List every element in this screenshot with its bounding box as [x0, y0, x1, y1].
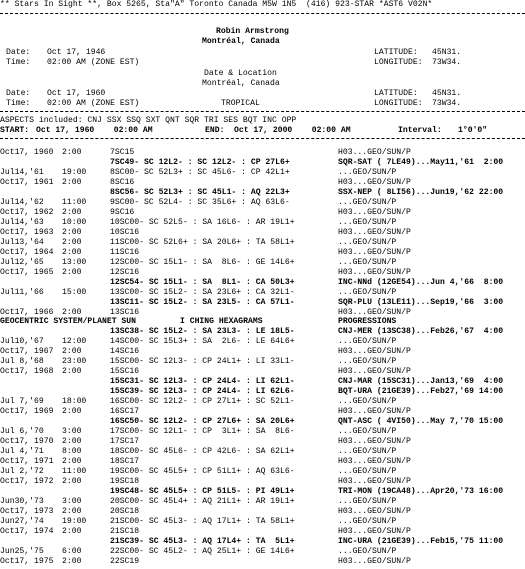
- row-progression: CNJ-MER (13SC38)...Feb26,'67 4:00: [338, 327, 504, 336]
- table-row: [0, 397, 525, 407]
- table-row: [0, 497, 525, 507]
- table-row: [0, 437, 525, 447]
- col-iching-header: I CHING HEXAGRAMS: [180, 317, 263, 326]
- table-row: [0, 367, 525, 377]
- row-time: 2:00: [62, 208, 82, 217]
- row-time: 6:00: [62, 547, 82, 556]
- section-line: [0, 69, 525, 79]
- row-progression: H03...GEO/SUN/P: [338, 208, 411, 217]
- natal-date-label: Date:: [6, 48, 31, 57]
- divider: [0, 111, 525, 112]
- start-value: Oct 17, 1960 02:00 AM: [36, 126, 153, 135]
- row-date: Jul 7,'69: [0, 397, 44, 406]
- table-row: [0, 248, 525, 258]
- row-sun-hexagrams: 9SC00- SC 52L4- : SC 35L6+ : AQ 63L6-: [110, 198, 290, 207]
- row-sun-hexagrams: 15SC39- SC 12L3- : CP 24L4- : LI 62L6-: [110, 387, 295, 396]
- row-progression: H03...GEO/SUN/P: [338, 347, 411, 356]
- row-date: Oct17, 1969: [0, 407, 54, 416]
- row-sun-hexagrams: 17SC17: [110, 437, 140, 446]
- row-date: Jun30,'73: [0, 497, 44, 506]
- prog-date-line: [0, 89, 525, 99]
- row-time: 23:00: [62, 357, 87, 366]
- natal-time: 02:00 AM (ZONE EST): [47, 58, 140, 67]
- row-time: 12:00: [62, 337, 87, 346]
- row-date: Oct17, 1966: [0, 308, 54, 317]
- banner-line: [0, 0, 525, 10]
- row-time: 11:00: [62, 467, 87, 476]
- row-progression: ...GEO/SUN/P: [338, 447, 397, 456]
- row-progression: H03...GEO/SUN/P: [338, 507, 411, 516]
- row-progression: H03...GEO/SUN/P: [338, 367, 411, 376]
- table-row: [0, 188, 525, 198]
- table-row: [0, 427, 525, 437]
- row-time: 3:00: [62, 427, 82, 436]
- row-date: Jul12,'65: [0, 258, 44, 267]
- row-sun-hexagrams: 19SC00- SC 45L5+ : CP 51L1+ : AQ 63L6-: [110, 467, 295, 476]
- row-progression: ...GEO/SUN/P: [338, 238, 397, 247]
- row-progression: SQR-SAT ( 7LE49)...May11,'61 2:00: [338, 158, 504, 167]
- row-time: 2:00: [62, 178, 82, 187]
- section-title: Date & Location: [204, 69, 277, 78]
- row-date: Jul14,'63: [0, 218, 44, 227]
- natal-longitude: 73W34.: [432, 58, 462, 67]
- row-sun-hexagrams: 13SC16: [110, 308, 140, 317]
- prog-time: 02:00 AM (ZONE EST): [47, 99, 140, 108]
- row-progression: H03...GEO/SUN/P: [338, 457, 411, 466]
- row-progression: ...GEO/SUN/P: [338, 337, 397, 346]
- row-sun-hexagrams: 13SC11- SC 15L2- : SA 23L5- : CA 57L1-: [110, 298, 295, 307]
- row-progression: ...GEO/SUN/P: [338, 397, 397, 406]
- column-header-line: [0, 317, 525, 327]
- table-row: [0, 537, 525, 547]
- row-progression: H03...GEO/SUN/P: [338, 248, 411, 257]
- row-time: 18:00: [62, 397, 87, 406]
- row-date: Oct17, 1964: [0, 248, 54, 257]
- row-date: Oct17, 1974: [0, 527, 54, 536]
- row-progression: QNT-ASC ( 4VI50)...May 7,'70 15:00: [338, 417, 504, 426]
- natal-date: Oct 17, 1946: [47, 48, 106, 57]
- interval-label: Interval:: [398, 126, 442, 135]
- row-sun-hexagrams: 22SC00- SC 45L2- : AQ 25L1+ : GE 14L6+: [110, 547, 295, 556]
- row-sun-hexagrams: 17SC00- SC 12L1- : CP 3L1+ : SA 8L6-: [110, 427, 295, 436]
- row-date: Oct17, 1967: [0, 347, 54, 356]
- row-date: Oct17, 1975: [0, 557, 54, 566]
- row-time: 2:00: [62, 268, 82, 277]
- row-date: Jun25,'75: [0, 547, 44, 556]
- table-row: [0, 298, 525, 308]
- row-progression: INC-NNd (12GE54)...Jun 4,'66 8:00: [338, 278, 504, 287]
- row-date: Oct17, 1963: [0, 228, 54, 237]
- row-progression: ...GEO/SUN/P: [338, 198, 397, 207]
- row-time: 2:00: [62, 308, 82, 317]
- row-date: Oct17, 1961: [0, 178, 54, 187]
- row-sun-hexagrams: 11SC00- SC 52L6+ : SA 20L6+ : TA 58L1+: [110, 238, 295, 247]
- row-date: Jul 6,'70: [0, 427, 44, 436]
- row-time: 2:00: [62, 507, 82, 516]
- row-sun-hexagrams: 7SC15: [110, 148, 135, 157]
- table-row: [0, 327, 525, 337]
- table-row: [0, 527, 525, 537]
- table-row: [0, 517, 525, 527]
- table-row: [0, 447, 525, 457]
- row-time: 3:00: [62, 497, 82, 506]
- row-date: Oct17, 1962: [0, 208, 54, 217]
- row-sun-hexagrams: 8SC56- SC 52L3+ : SC 45L1- : AQ 22L3+: [110, 188, 290, 197]
- row-progression: ...GEO/SUN/P: [338, 497, 397, 506]
- row-progression: H03...GEO/SUN/P: [338, 148, 411, 157]
- table-row: [0, 238, 525, 248]
- row-sun-hexagrams: 14SC00- SC 15L3+ : SA 2L6- : LE 64L6+: [110, 337, 295, 346]
- row-sun-hexagrams: 19SC18: [110, 477, 140, 486]
- row-date: Jul 2,'72: [0, 467, 44, 476]
- row-progression: BQT-URA (21GE39)...Feb27,'69 14:00: [338, 387, 504, 396]
- row-progression: INC-URA (21GE39)...Feb15,'75 11:00: [338, 537, 504, 546]
- end-value: Oct 17, 2000 02:00 AM: [234, 126, 351, 135]
- table-row: [0, 507, 525, 517]
- row-date: Jul14,'61: [0, 168, 44, 177]
- row-progression: ...GEO/SUN/P: [338, 467, 397, 476]
- row-sun-hexagrams: 21SC18: [110, 527, 140, 536]
- divider: [0, 13, 525, 14]
- row-sun-hexagrams: 12SC00- SC 15L1- : SA 8L6- : GE 14L6+: [110, 258, 295, 267]
- row-sun-hexagrams: 15SC16: [110, 367, 140, 376]
- row-sun-hexagrams: 11SC16: [110, 248, 140, 257]
- row-progression: H03...GEO/SUN/P: [338, 437, 411, 446]
- row-date: Jul10,'67: [0, 337, 44, 346]
- row-progression: ...GEO/SUN/P: [338, 168, 397, 177]
- row-time: 15:00: [62, 288, 87, 297]
- table-row: [0, 477, 525, 487]
- row-date: Oct17, 1971: [0, 457, 54, 466]
- row-progression: ...GEO/SUN/P: [338, 517, 397, 526]
- table-row: [0, 158, 525, 168]
- row-progression: ...GEO/SUN/P: [338, 218, 397, 227]
- place-line: [0, 37, 525, 47]
- table-row: [0, 407, 525, 417]
- row-sun-hexagrams: 13SC00- SC 15L2- : SA 23L6+ : CA 32L1-: [110, 288, 295, 297]
- end-label: END:: [205, 126, 225, 135]
- row-time: 13:00: [62, 258, 87, 267]
- zodiac-type: TROPICAL: [221, 99, 260, 108]
- col-geo-header: GEOCENTRIC SYSTEM/PLANET SUN: [0, 317, 136, 326]
- row-progression: H03...GEO/SUN/P: [338, 477, 411, 486]
- row-sun-hexagrams: 16SC17: [110, 407, 140, 416]
- row-date: Oct17, 1968: [0, 367, 54, 376]
- table-row: [0, 178, 525, 188]
- row-progression: H03...GEO/SUN/P: [338, 557, 411, 566]
- row-date: Oct17, 1960: [0, 148, 54, 157]
- natal-time-label: Time:: [6, 58, 31, 67]
- table-row: [0, 457, 525, 467]
- section-place: Montréal, Canada: [202, 79, 280, 88]
- row-time: 2:00: [62, 477, 82, 486]
- interval-value: 1°0'0": [458, 126, 488, 135]
- row-time: 10:00: [62, 218, 87, 227]
- row-sun-hexagrams: 16SC00- SC 12L2- : CP 27L1+ : SC 52L1-: [110, 397, 295, 406]
- table-row: [0, 218, 525, 228]
- row-sun-hexagrams: 10SC16: [110, 228, 140, 237]
- row-time: 2:00: [62, 347, 82, 356]
- table-row: [0, 417, 525, 427]
- row-sun-hexagrams: 22SC19: [110, 557, 140, 566]
- row-progression: ...GEO/SUN/P: [338, 357, 397, 366]
- table-row: [0, 347, 525, 357]
- row-sun-hexagrams: 16SC50- SC 12L2- : CP 27L6+ : SA 20L6+: [110, 417, 295, 426]
- row-sun-hexagrams: 8SC00- SC 52L3+ : SC 45L6- : CP 42L1+: [110, 168, 290, 177]
- row-progression: SSX-NEP ( 8LI56)...Jun19,'62 22:00: [338, 188, 504, 197]
- table-row: [0, 357, 525, 367]
- row-sun-hexagrams: 19SC48- SC 45L5+ : CP 51L5- : PI 49L1+: [110, 487, 295, 496]
- row-sun-hexagrams: 18SC17: [110, 457, 140, 466]
- row-time: 2:00: [62, 457, 82, 466]
- row-date: Oct17, 1972: [0, 477, 54, 486]
- table-row: [0, 148, 525, 158]
- row-sun-hexagrams: 12SC16: [110, 268, 140, 277]
- row-progression: H03...GEO/SUN/P: [338, 178, 411, 187]
- row-sun-hexagrams: 21SC39- SC 45L3- : AQ 17L4+ : TA 5L1+: [110, 537, 295, 546]
- start-label: START:: [0, 126, 30, 135]
- prog-date-label: Date:: [6, 89, 31, 98]
- natal-latitude-label: LATITUDE:: [374, 48, 418, 57]
- table-row: [0, 198, 525, 208]
- row-date: Oct17, 1970: [0, 437, 54, 446]
- row-sun-hexagrams: 10SC00- SC 52L5- : SA 16L6- : AR 19L1+: [110, 218, 295, 227]
- row-sun-hexagrams: 21SC00- SC 45L3- : AQ 17L1+ : TA 58L1+: [110, 517, 295, 526]
- row-progression: ...GEO/SUN/P: [338, 547, 397, 556]
- row-time: 2:00: [62, 527, 82, 536]
- prog-longitude-label: LONGITUDE:: [374, 99, 423, 108]
- aspects-included: ASPECTS included: CNJ SSX SSQ SXT QNT SQR TRI SES BQT INC OPP: [0, 116, 297, 125]
- row-time: 2:00: [62, 407, 82, 416]
- client-name: Robin Armstrong: [216, 27, 289, 36]
- row-progression: TRI-MON (19CA48)...Apr20,'73 16:00: [338, 487, 504, 496]
- row-date: Oct17, 1965: [0, 268, 54, 277]
- row-progression: H03...GEO/SUN/P: [338, 407, 411, 416]
- range-line: [0, 126, 525, 136]
- client-place: Montréal, Canada: [202, 37, 280, 46]
- row-progression: H03...GEO/SUN/P: [338, 268, 411, 277]
- table-row: [0, 278, 525, 288]
- natal-time-line: [0, 58, 525, 68]
- table-row: [0, 168, 525, 178]
- prog-latitude: 45N31.: [432, 89, 462, 98]
- row-sun-hexagrams: 20SC00- SC 45L4+ : AQ 21L1+ : AR 19L1+: [110, 497, 295, 506]
- table-row: [0, 228, 525, 238]
- row-progression: H03...GEO/SUN/P: [338, 527, 411, 536]
- divider: [0, 138, 525, 139]
- row-time: 8:00: [62, 447, 82, 456]
- row-date: Jul14,'62: [0, 198, 44, 207]
- section-place-line: [0, 79, 525, 89]
- row-sun-hexagrams: 15SC00- SC 12L3- : CP 24L1+ : LI 33L1-: [110, 357, 295, 366]
- table-row: [0, 467, 525, 477]
- row-time: 2:00: [62, 367, 82, 376]
- row-sun-hexagrams: 12SC54- SC 15L1- : SA 8L1- : CA 50L3+: [110, 278, 295, 287]
- row-date: Jul13,'64: [0, 238, 44, 247]
- aspects-line: [0, 116, 525, 126]
- row-date: Jul 8,'68: [0, 357, 44, 366]
- table-row: [0, 288, 525, 298]
- row-date: Oct17, 1973: [0, 507, 54, 516]
- row-time: 2:00: [62, 148, 82, 157]
- row-sun-hexagrams: 7SC49- SC 12L2- : SC 12L2- : CP 27L6+: [110, 158, 290, 167]
- natal-date-line: [0, 48, 525, 58]
- prog-time-label: Time:: [6, 99, 31, 108]
- row-date: Jul11,'66: [0, 288, 44, 297]
- row-date: Jun27,'74: [0, 517, 44, 526]
- table-row: [0, 377, 525, 387]
- row-sun-hexagrams: 9SC16: [110, 208, 135, 217]
- table-row: [0, 258, 525, 268]
- row-progression: CNJ-MAR (15SC31)...Jan13,'69 4:00: [338, 377, 504, 386]
- col-prog-header: PROGRESSIONS: [338, 317, 397, 326]
- row-time: 19:00: [62, 517, 87, 526]
- table-row: [0, 268, 525, 278]
- row-progression: ...GEO/SUN/P: [338, 288, 397, 297]
- prog-date: Oct 17, 1960: [47, 89, 106, 98]
- row-sun-hexagrams: 18SC00- SC 45L6- : CP 42L6- : SA 62L1+: [110, 447, 295, 456]
- row-sun-hexagrams: 13SC38- SC 15L2- : SA 23L3- : LE 18L5-: [110, 327, 295, 336]
- prog-latitude-label: LATITUDE:: [374, 89, 418, 98]
- row-sun-hexagrams: 14SC16: [110, 347, 140, 356]
- table-row: [0, 557, 525, 567]
- row-time: 19:00: [62, 168, 87, 177]
- name-line: [0, 27, 525, 37]
- table-row: [0, 337, 525, 347]
- row-progression: ...GEO/SUN/P: [338, 427, 397, 436]
- row-sun-hexagrams: 20SC18: [110, 507, 140, 516]
- row-date: Jul 4,'71: [0, 447, 44, 456]
- table-row: [0, 208, 525, 218]
- natal-latitude: 45N31.: [432, 48, 462, 57]
- row-sun-hexagrams: 8SC16: [110, 178, 135, 187]
- service-banner: ** Stars In Sight **, Box 5265, Sta"A" Toronto Canada M5W 1N5 (416) 923-STAR *AST6 V02N*: [0, 0, 433, 9]
- row-sun-hexagrams: 15SC31- SC 12L3- : CP 24L4- : LI 62L1-: [110, 377, 295, 386]
- row-time: 2:00: [62, 228, 82, 237]
- natal-longitude-label: LONGITUDE:: [374, 58, 423, 67]
- prog-time-line: [0, 99, 525, 109]
- prog-longitude: 73W34.: [432, 99, 462, 108]
- row-time: 2:00: [62, 248, 82, 257]
- row-time: 2:00: [62, 557, 82, 566]
- table-row: [0, 547, 525, 557]
- row-progression: SQR-PLU (13LE11)...Sep19,'66 3:00: [338, 298, 504, 307]
- table-row: [0, 387, 525, 397]
- row-time: 11:00: [62, 198, 87, 207]
- table-row: [0, 487, 525, 497]
- row-progression: H03...GEO/SUN/P: [338, 228, 411, 237]
- row-time: 2:00: [62, 437, 82, 446]
- row-progression: H03...GEO/SUN/P: [338, 308, 411, 317]
- row-time: 2:00: [62, 238, 82, 247]
- row-progression: ...GEO/SUN/P: [338, 258, 397, 267]
